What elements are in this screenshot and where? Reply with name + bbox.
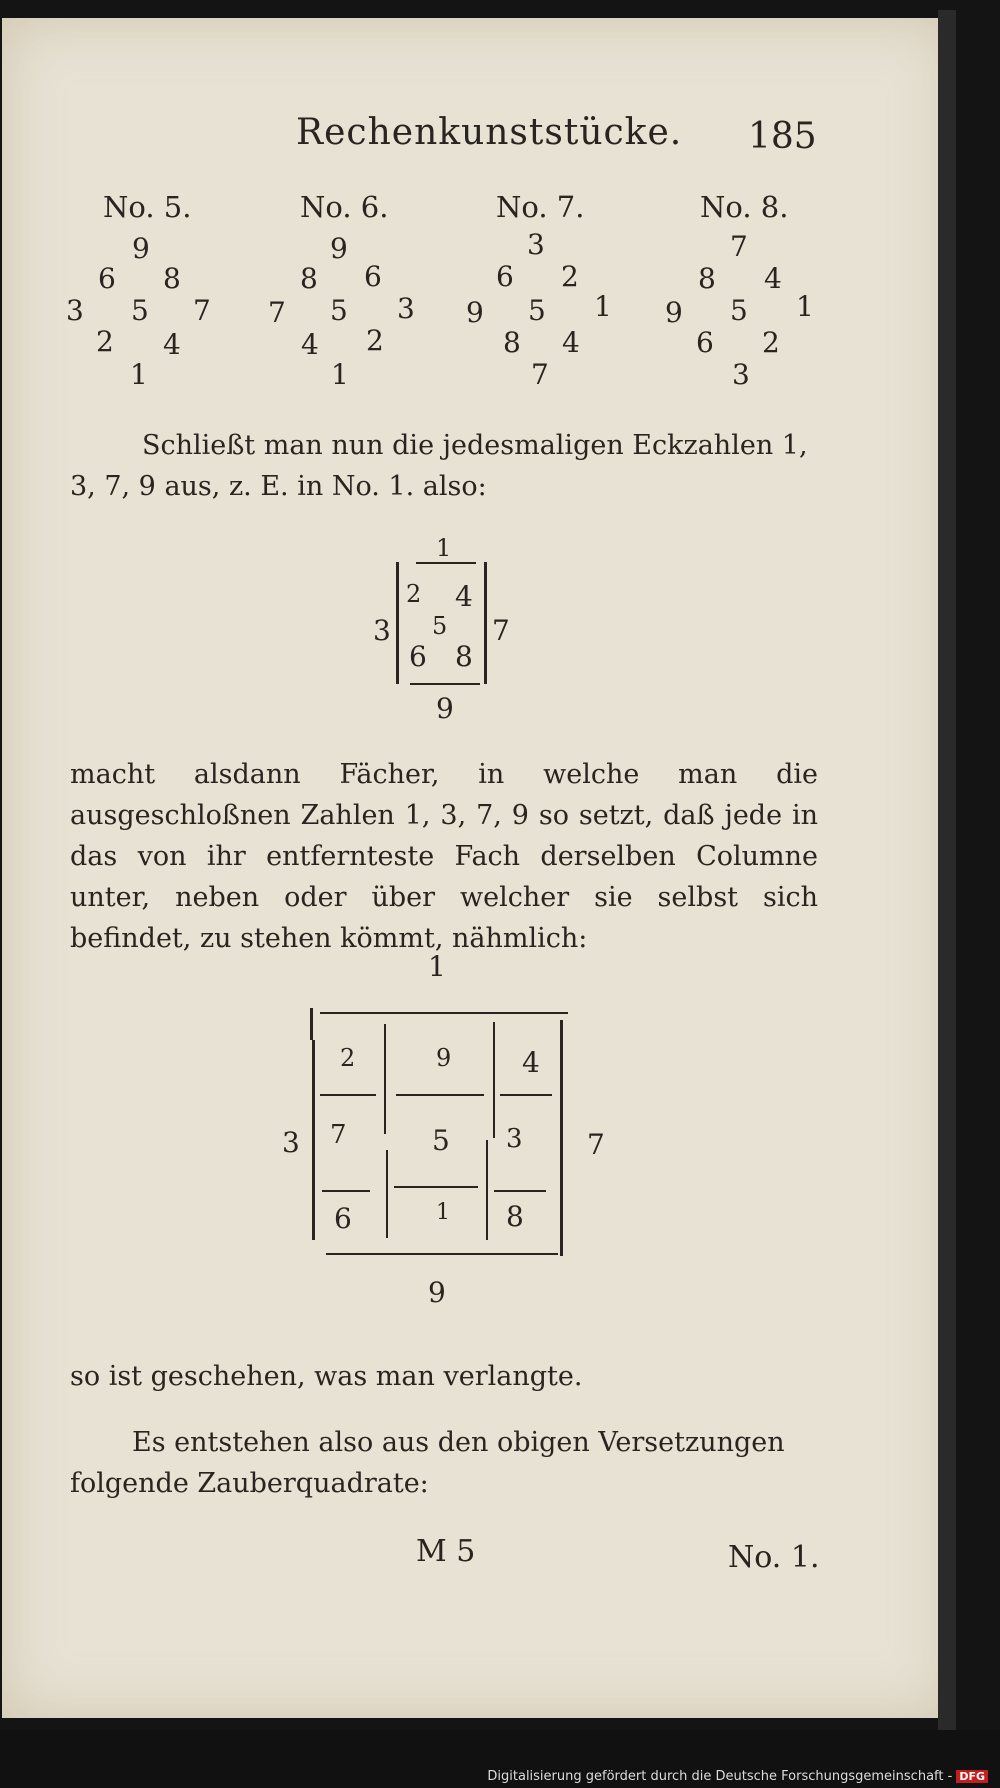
figure-right-number: 7: [587, 1128, 605, 1161]
digit: 5: [432, 612, 448, 640]
figure-line: [312, 1040, 315, 1240]
cell-digit: 1: [436, 1200, 450, 1225]
paragraph: macht alsdann Fächer, in welche man die ausgeschloßnen Zahlen 1, 3, 7, 9 so setzt, daß jede in das von ihr entfernteste Fach derselben Columne unter, neben oder über welcher sie selbst sich befindet, zu stehen kömmt, nähmlich:: [70, 759, 818, 954]
figure-line: [416, 562, 476, 564]
digit: 3: [527, 228, 545, 261]
figure-line: [326, 1253, 558, 1255]
figure-line: [320, 1094, 376, 1096]
digit: 1: [594, 290, 612, 323]
figure-top-number: 1: [436, 534, 452, 562]
signature-mark: M 5: [416, 1534, 476, 1569]
page-number: 185: [748, 116, 817, 157]
figure-left-number: 3: [373, 614, 391, 647]
digit: 5: [330, 294, 348, 327]
cell-digit: 8: [506, 1200, 524, 1233]
figure-line: [486, 1140, 488, 1240]
digit: 1: [331, 358, 349, 391]
digit: 1: [796, 290, 814, 323]
digit: 4: [163, 328, 181, 361]
digit: 7: [193, 294, 211, 327]
credit-text: Digitalisierung gefördert durch die Deutsche Forschungsgemeinschaft -: [487, 1769, 953, 1784]
digit: 4: [301, 328, 319, 361]
figure-line: [396, 562, 399, 684]
square-label: No. 7.: [496, 190, 585, 224]
digit: 8: [163, 262, 181, 295]
digit: 6: [496, 260, 514, 293]
figure-line: [320, 1012, 568, 1014]
dfg-logo-icon: DFG: [956, 1770, 988, 1783]
digit: 4: [562, 326, 580, 359]
digit: 9: [466, 296, 484, 329]
running-header: Rechenkunststücke.: [296, 112, 683, 153]
digit: 9: [665, 296, 683, 329]
cell-digit: 4: [522, 1046, 540, 1079]
figure-top-number: 1: [428, 950, 446, 983]
digit: 6: [409, 640, 427, 673]
figure-line: [500, 1094, 552, 1096]
figure-line: [484, 562, 487, 684]
square-label: No. 8.: [700, 190, 789, 224]
digit: 4: [455, 580, 473, 613]
figure-line: [396, 1094, 484, 1096]
paragraph: Es entstehen also aus den obigen Versetzungen folgende Zauberquadrate:: [70, 1427, 785, 1499]
square-label: No. 6.: [300, 190, 389, 224]
digit: 5: [730, 294, 748, 327]
figure-bottom-number: 9: [436, 692, 454, 725]
digit: 9: [132, 232, 150, 265]
digit: 5: [131, 294, 149, 327]
digit: 7: [268, 296, 286, 329]
figure-line: [394, 1186, 478, 1188]
cell-digit: 5: [432, 1124, 450, 1157]
digit: 7: [730, 230, 748, 263]
digit: 6: [364, 260, 382, 293]
figure-line: [384, 1024, 386, 1134]
figure-line: [560, 1020, 563, 1256]
page-edge: [938, 10, 956, 1730]
digit: 3: [66, 294, 84, 327]
digit: 5: [528, 294, 546, 327]
digit: 1: [130, 358, 148, 391]
catchword: No. 1.: [728, 1540, 820, 1575]
digit: 8: [300, 262, 318, 295]
cell-digit: 7: [330, 1120, 347, 1150]
digit: 2: [366, 324, 384, 357]
cell-digit: 6: [334, 1202, 352, 1235]
figure-line: [310, 1008, 313, 1040]
digit: 4: [764, 262, 782, 295]
figure-bottom-number: 9: [428, 1276, 446, 1309]
digit: 3: [732, 358, 750, 391]
square-label: No. 5.: [103, 190, 192, 224]
digit: 6: [98, 262, 116, 295]
figure-right-number: 7: [492, 614, 510, 647]
digitization-footer: [0, 1730, 1000, 1788]
digit: 6: [696, 326, 714, 359]
digit: 7: [531, 358, 549, 391]
digit: 8: [455, 640, 473, 673]
figure-line: [410, 683, 480, 685]
cell-digit: 9: [436, 1044, 452, 1072]
paragraph: Schließt man nun die jedesmaligen Eckzahlen 1, 3, 7, 9 aus, z. E. in No. 1. also:: [70, 430, 808, 502]
digit: 2: [762, 326, 780, 359]
paragraph: so ist geschehen, was man verlangte.: [70, 1361, 583, 1392]
cell-digit: 3: [506, 1124, 523, 1154]
digit: 8: [503, 326, 521, 359]
cell-digit: 2: [340, 1044, 356, 1072]
figure-left-number: 3: [282, 1126, 300, 1159]
digit: 9: [330, 232, 348, 265]
figure-line: [386, 1150, 388, 1238]
digit: 2: [406, 580, 422, 608]
figure-line: [493, 1022, 495, 1138]
figure-line: [494, 1190, 546, 1192]
digit: 3: [397, 292, 415, 325]
figure-line: [322, 1190, 370, 1192]
digit: 2: [561, 260, 579, 293]
digit: 8: [698, 262, 716, 295]
credit-line: [487, 1769, 988, 1784]
digit: 2: [96, 325, 114, 358]
